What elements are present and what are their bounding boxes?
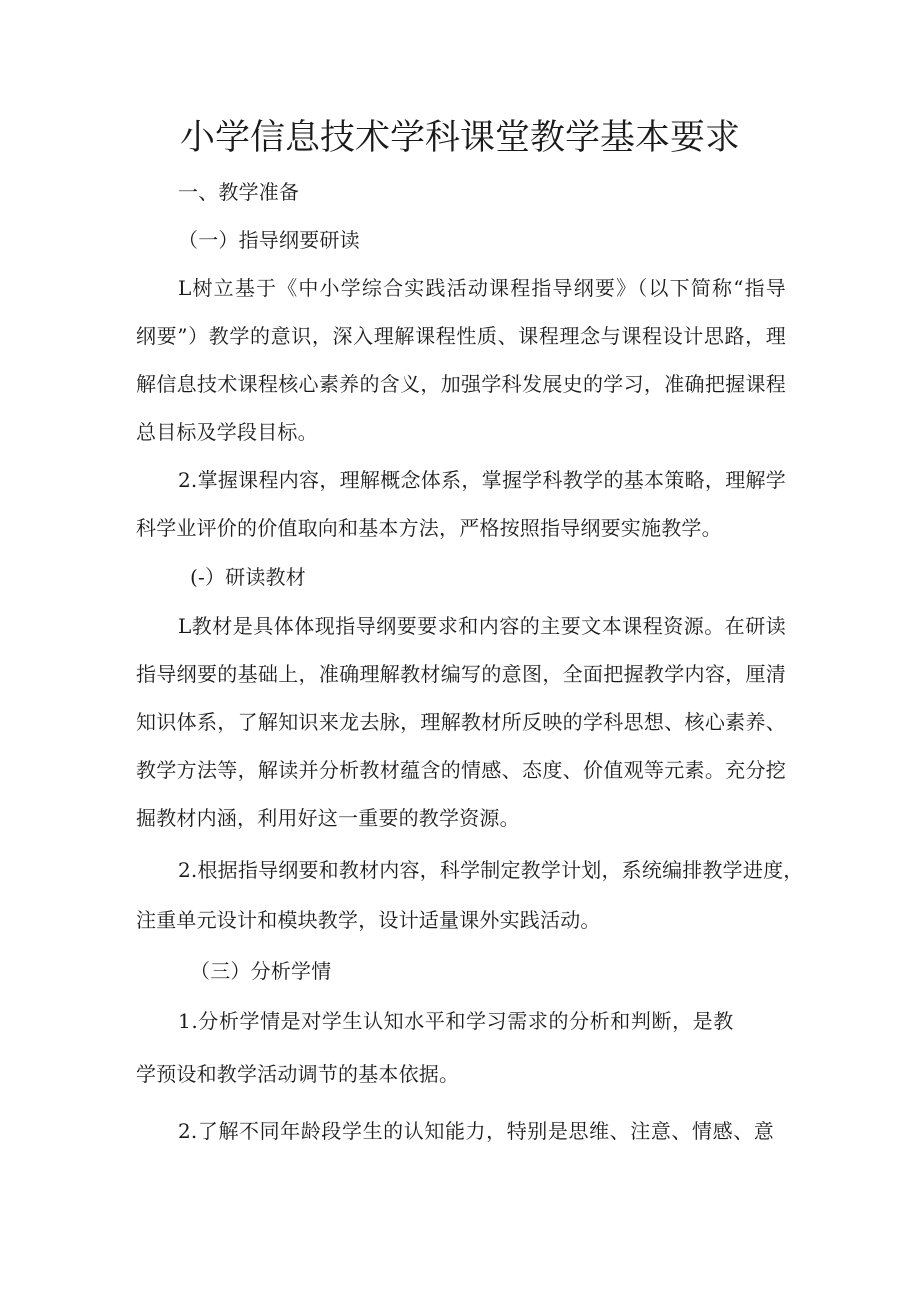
paragraph-line: 科学业评价的价值取向和基本方法，严格按照指导纲要实施教学。 — [136, 516, 722, 540]
paragraph-line: 纲要”）教学的意识，深入理解课程性质、课程理念与课程设计思路，理 — [136, 324, 786, 348]
paragraph-line: 2.了解不同年龄段学生的认知能力，特别是思维、注意、情感、意 — [178, 1119, 774, 1143]
subsection-heading-study-textbook: (-）研读教材 — [190, 565, 306, 589]
subsection-heading-guideline-study: （一）指导纲要研读 — [178, 228, 360, 252]
paragraph-line: 解信息技术课程核心素养的含义，加强学科发展史的学习，准确把握课程 — [136, 372, 786, 396]
section-heading-teaching-preparation: 一、教学准备 — [178, 180, 300, 204]
paragraph-line: L树立基于《中小学综合实践活动课程指导纲要》（以下简称“指导 — [178, 276, 786, 300]
paragraph-line: 总目标及学段目标。 — [136, 420, 318, 444]
document-title: 小学信息技术学科课堂教学基本要求 — [179, 118, 740, 158]
paragraph-line: 知识体系，了解知识来龙去脉，理解教材所反映的学科思想、核心素养、 — [136, 710, 786, 734]
paragraph-line: 1.分析学情是对学生认知水平和学习需求的分析和判断，是教 — [178, 1009, 734, 1033]
paragraph-line: 教学方法等，解读并分析教材蕴含的情感、态度、价值观等元素。充分挖 — [136, 758, 786, 782]
paragraph-line: 指导纲要的基础上，准确理解教材编写的意图，全面把握教学内容，厘清 — [136, 662, 786, 686]
paragraph-line: 2.掌握课程内容，理解概念体系，掌握学科教学的基本策略，理解学 — [178, 468, 786, 492]
paragraph-line: 掘教材内涵，利用好这一重要的教学资源。 — [136, 806, 520, 830]
paragraph-line: L教材是具体体现指导纲要要求和内容的主要文本课程资源。在研读 — [178, 614, 786, 638]
subsection-heading-analyze-students: （三）分析学情 — [190, 959, 332, 983]
paragraph-line: 学预设和教学活动调节的基本依据。 — [136, 1062, 460, 1086]
paragraph-line: 2.根据指导纲要和教材内容，科学制定教学计划，系统编排教学进度， — [178, 858, 804, 882]
paragraph-line: 注重单元设计和模块教学，设计适量课外实践活动。 — [136, 908, 601, 932]
